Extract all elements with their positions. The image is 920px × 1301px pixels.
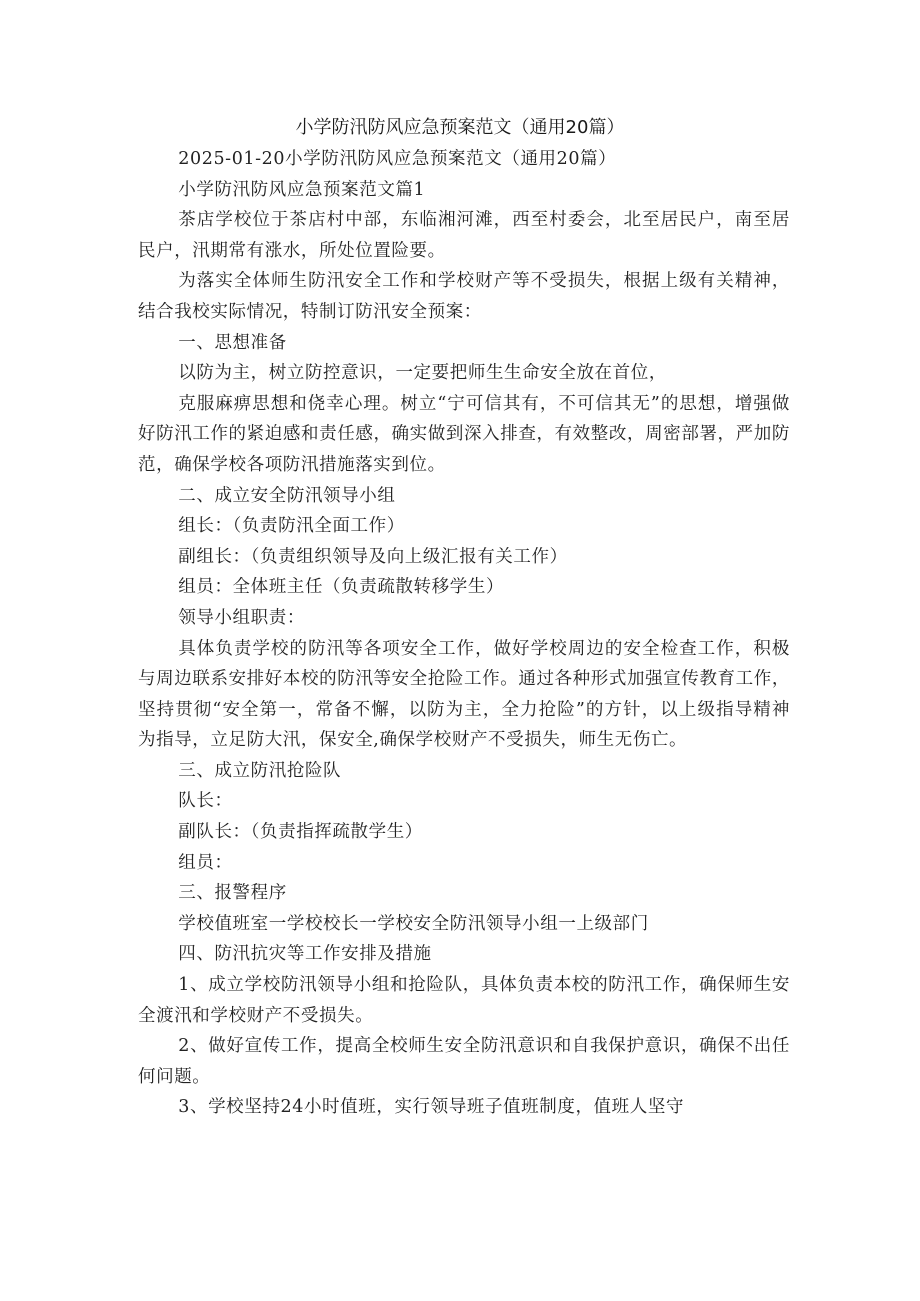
paragraph: 组员：全体班主任（负责疏散转移学生）: [178, 577, 505, 598]
section-heading: 二、成立安全防汛领导小组: [178, 485, 396, 506]
section-heading: 小学防汛防风应急预案范文篇1: [178, 179, 426, 200]
date-subtitle: 2025-01-20小学防汛防风应急预案范文（通用20篇）: [178, 149, 617, 169]
paragraph: 副组长：（负责组织领导及向上级汇报有关工作）: [178, 546, 568, 567]
paragraph: 以防为主，树立防控意识，一定要把师生生命安全放在首位，: [178, 363, 667, 384]
paragraph: 学校值班室一学校校长一学校安全防汛领导小组一上级部门: [178, 913, 649, 934]
section-heading: 三、报警程序: [178, 883, 287, 904]
paragraph: 组员：: [178, 852, 233, 873]
paragraph: 领导小组职责：: [178, 607, 305, 628]
section-heading: 四、防汛抗灾等工作安排及措施: [178, 944, 432, 965]
paragraph: 队长：: [178, 791, 233, 812]
section-heading: 一、思想准备: [178, 332, 287, 353]
document-title: 小学防汛防风应急预案范文（通用20篇）: [295, 117, 625, 138]
section-heading: 三、成立防汛抢险队: [178, 760, 342, 781]
paragraph: 茶店学校位于茶店村中部，东临湘河滩，西至村委会，北至居民户，南至居民户，汛期常有涨水，所处位置险要。: [138, 210, 790, 261]
paragraph: 1、成立学校防汛领导小组和抢险队，具体负责本校的防汛工作，确保师生安全渡汛和学校财产不受损失。: [138, 975, 790, 1026]
paragraph: 副队长：（负责指挥疏散学生）: [178, 822, 423, 843]
paragraph: 2、做好宣传工作，提高全校师生安全防汛意识和自我保护意识，确保不出任何问题。: [138, 1036, 790, 1087]
document-body: [138, 144, 790, 1123]
paragraph: 克服麻痹思想和侥幸心理。树立“宁可信其有，不可信其无”的思想，增强做好防汛工作的紧迫感和责任感，确实做到深入排查，有效整改，周密部署，严加防范，确保学校各项防汛措施落实到位。: [138, 393, 790, 475]
paragraph: 为落实全体师生防汛安全工作和学校财产等不受损失，根据上级有关精神，结合我校实际情况，特制订防汛安全预案：: [138, 271, 790, 322]
paragraph: 3、学校坚持24小时值班，实行领导班子值班制度，值班人坚守: [178, 1097, 685, 1118]
paragraph: 组长：（负责防汛全面工作）: [178, 516, 405, 537]
paragraph: 具体负责学校的防汛等各项安全工作，做好学校周边的安全检查工作，积极与周边联系安排好本校的防汛等安全抢险工作。通过各种形式加强宣传教育工作，坚持贯彻“安全第一，常备不懈，以防为主，全力抢险”的方针，以上级指导精神为指导，立足防大汛，保安全,确保学校财产不受损失，师生无伤亡。: [138, 638, 790, 751]
